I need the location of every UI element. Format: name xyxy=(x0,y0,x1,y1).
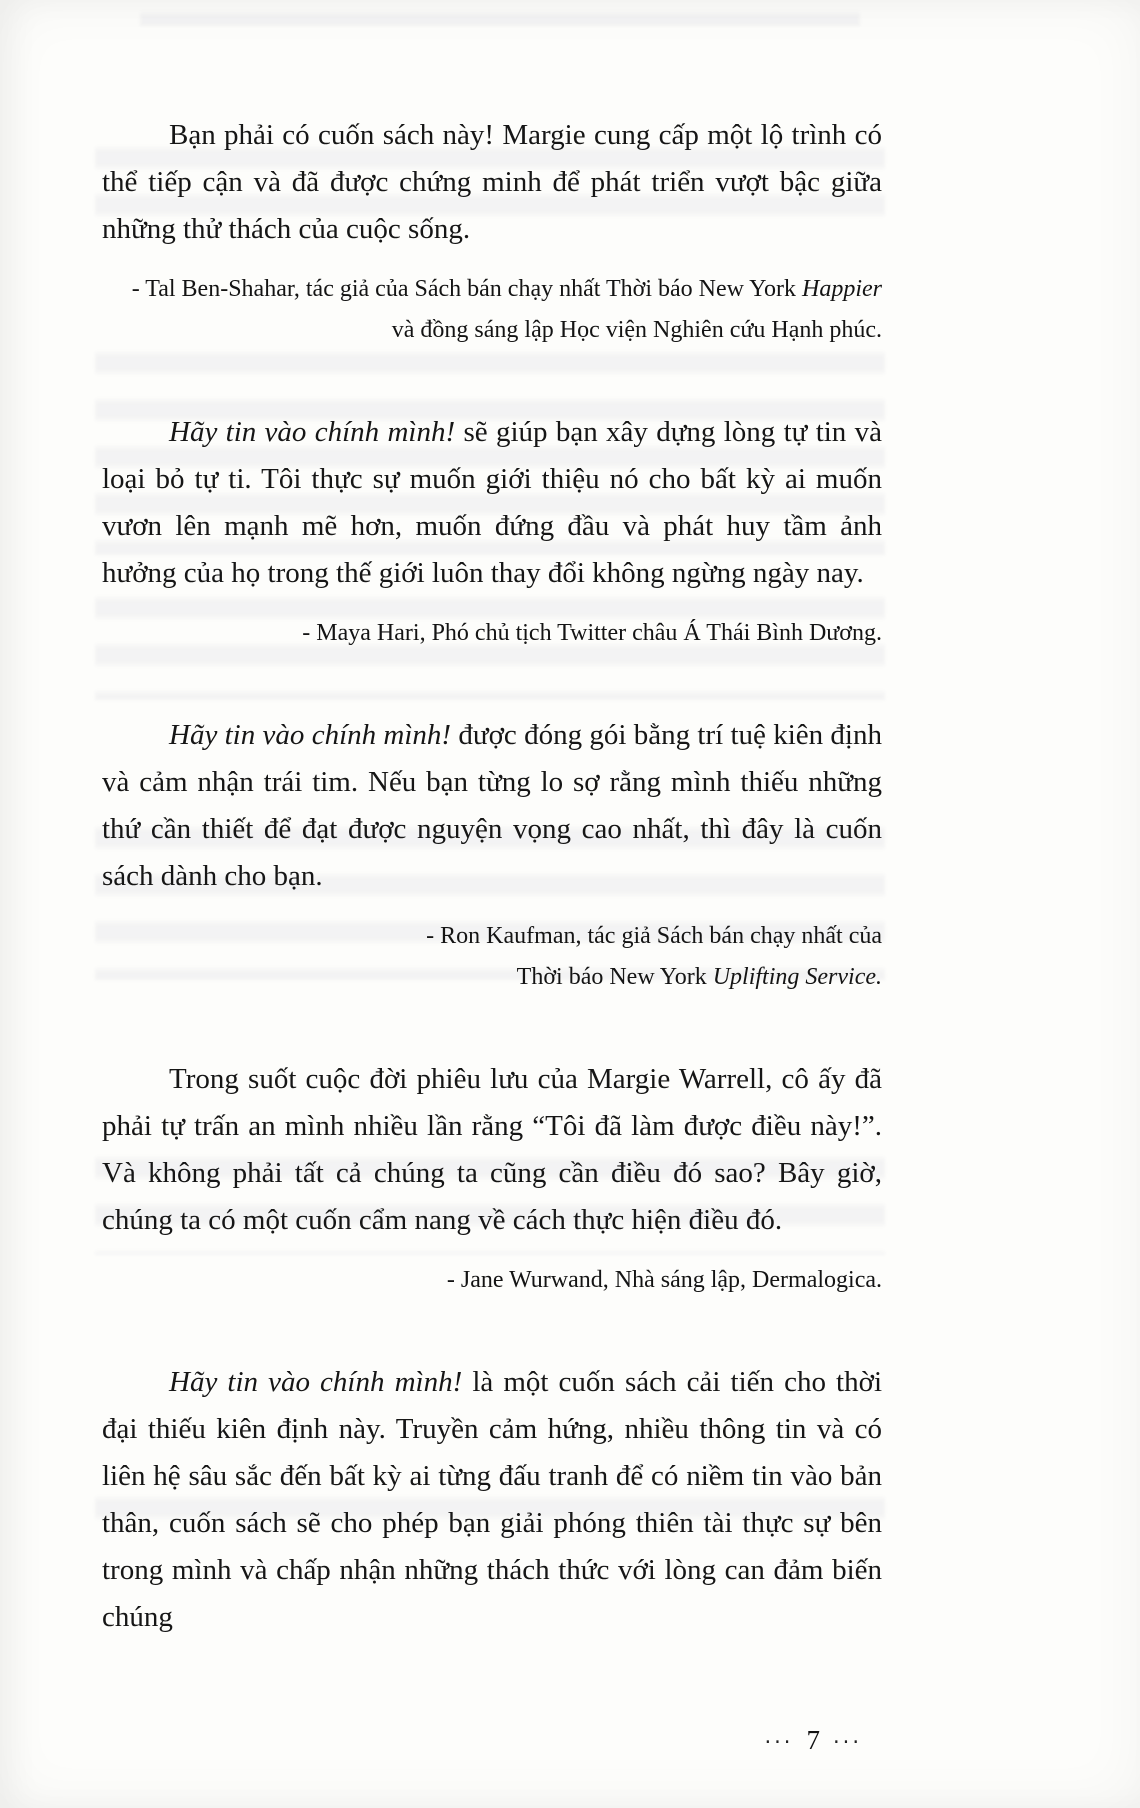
testimonial-attribution: - Maya Hari, Phó chủ tịch Twitter châu Á Thái Bình Dương. xyxy=(302,620,882,646)
testimonial-attribution: - Ron Kaufman, tác giả Sách bán chạy nhất của Thời báo New York Uplifting Service. xyxy=(426,923,882,990)
testimonial-attribution: - Tal Ben-Shahar, tác giả của Sách bán chạy nhất Thời báo New York Happier và đồng sáng lập Học viện Nghiên cứu Hạnh phúc. xyxy=(131,276,882,343)
testimonial-jane-wurwand xyxy=(102,1056,882,1301)
testimonial-maya-hari xyxy=(102,409,882,654)
testimonial-ron-kaufman xyxy=(102,712,882,998)
testimonial-quote: Hãy tin vào chính mình! là một cuốn sách cải tiến cho thời đại thiếu kiên định này. Truyền cảm hứng, nhiều thông tin và có liên hệ sâu sắc đến bất kỳ ai từng đấu tranh để có niềm tin vào bản thân, cuốn sách sẽ cho phép bạn giải phóng thiên tài thực sự bên trong mình và chấp nhận những thách thức với lòng can đảm biến chúng xyxy=(102,1366,882,1633)
bleedthrough-artifact xyxy=(140,0,860,26)
footer-dots-left: ··· xyxy=(764,1729,794,1754)
testimonial-quote: Hãy tin vào chính mình! sẽ giúp bạn xây dựng lòng tự tin và loại bỏ tự ti. Tôi thực sự muốn giới thiệu nó cho bất kỳ ai muốn vươn lên mạnh mẽ hơn, muốn đứng đầu và phát huy tầm ảnh hưởng của họ trong thế giới luôn thay đổi không ngừng ngày nay. xyxy=(102,416,882,589)
testimonial-tal-ben-shahar xyxy=(102,112,882,351)
testimonial-quote: Trong suốt cuộc đời phiêu lưu của Margie Warrell, cô ấy đã phải tự trấn an mình nhiều lần rằng “Tôi đã làm được điều này!”. Và không phải tất cả chúng ta cũng cần điều đó sao? Bây giờ, chúng ta có một cuốn cẩm nang về cách thực hiện điều đó. xyxy=(102,1063,882,1236)
testimonials-content xyxy=(102,112,882,1657)
testimonial-attribution: - Jane Wurwand, Nhà sáng lập, Dermalogica. xyxy=(446,1267,882,1293)
page-number: 7 xyxy=(806,1725,820,1755)
footer-dots-right: ··· xyxy=(832,1729,862,1754)
testimonial-continued xyxy=(102,1359,882,1641)
testimonial-quote: Bạn phải có cuốn sách này! Margie cung cấp một lộ trình có thể tiếp cận và đã được chứng minh để phát triển vượt bậc giữa những thử thách của cuộc sống. xyxy=(102,119,882,245)
page-footer xyxy=(764,1725,862,1756)
testimonial-quote: Hãy tin vào chính mình! được đóng gói bằng trí tuệ kiên định và cảm nhận trái tim. Nếu bạn từng lo sợ rằng mình thiếu những thứ cần thiết để đạt được nguyện vọng cao nhất, thì đây là cuốn sách dành cho bạn. xyxy=(102,719,882,892)
